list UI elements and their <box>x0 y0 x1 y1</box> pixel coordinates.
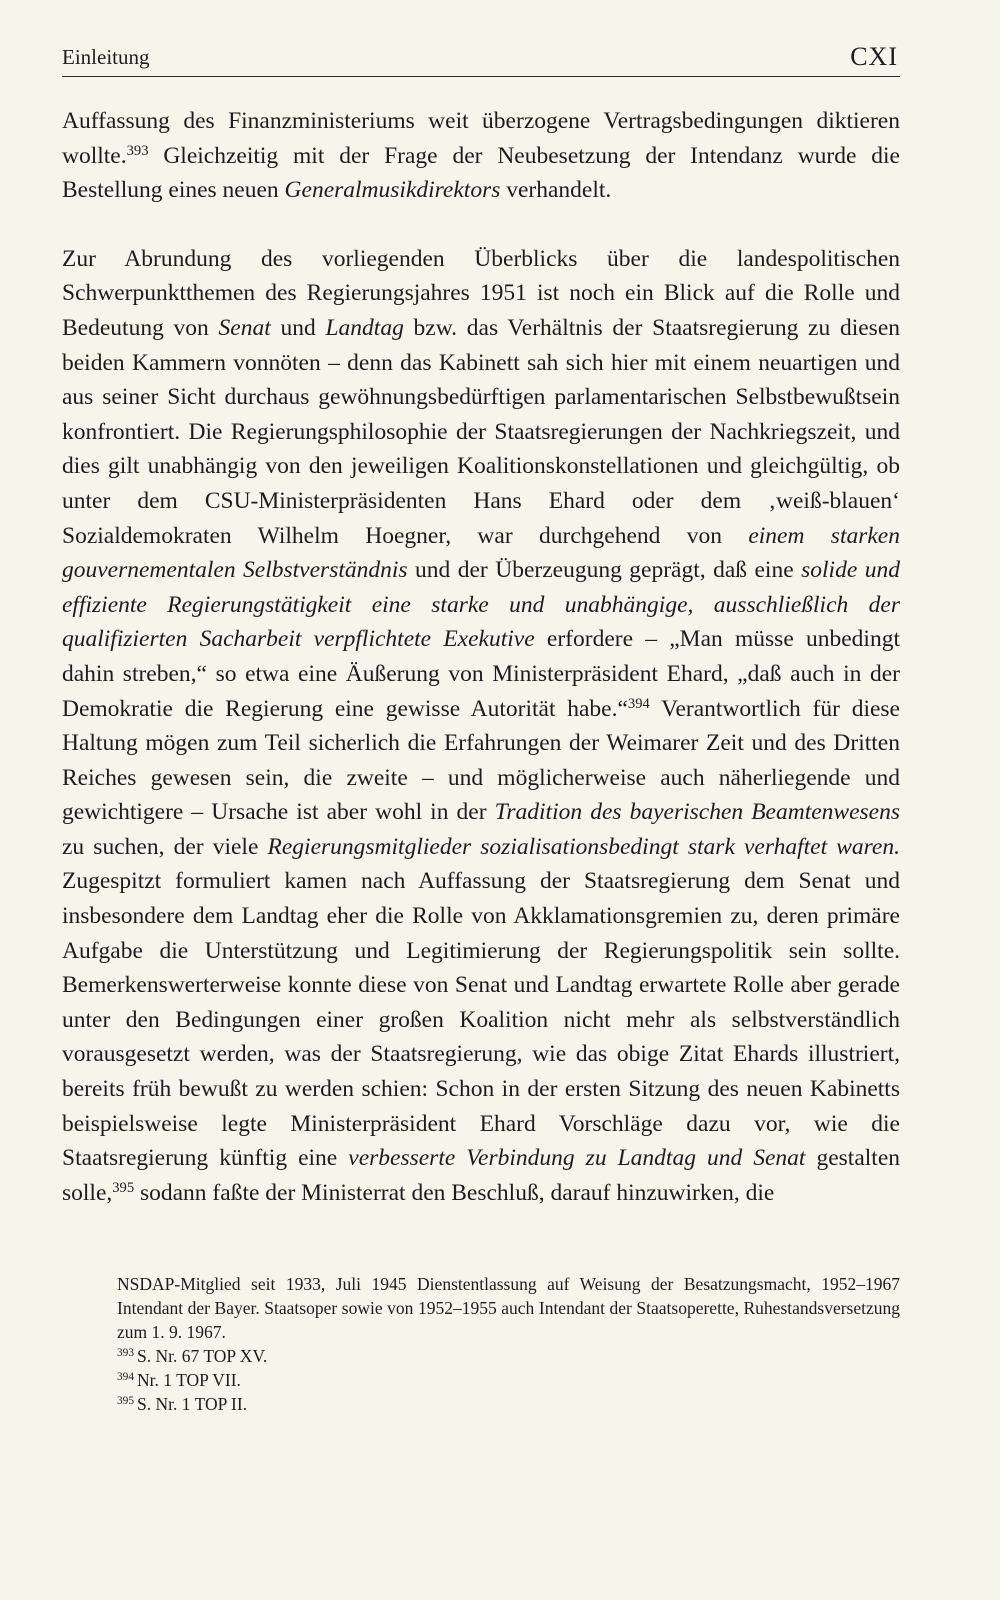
text-run: und der Überzeugung geprägt, daß eine <box>407 557 802 584</box>
emphasized-text: solide und effiziente Regierungstätigkeit eine starke und unabhängige, ausschließlich der qualifizierten Sacharbeit verpflichtete Exekutive <box>62 557 900 653</box>
text-run: sodann faßte der Ministerrat den Beschluß, darauf hinzuwirken, die <box>134 1179 775 1206</box>
text-run: Gleichzeitig mit der Frage der Neubesetzung der Intendanz wurde die Bestellung eines neuen <box>62 142 900 204</box>
text-run: bzw. das Verhältnis der Staatsregierung zu diesen beiden Kammern vonnöten – denn das Kabinett sah sich hier mit einem neuartigen und aus seiner Sicht durchaus gewöhnungsbedürftigen parlamentarischen Selbstbewußtsein konfrontiert. Die Regierungsphilosophie der Staatsregierungen der Nachkriegszeit, und dies gilt unabhängig von den jeweiligen Koalitionskonstellationen und gleichgültig, ob unter dem CSU-Ministerpräsidenten Hans Ehard oder dem ‚weiß-blauen‘ Sozialdemokraten Wilhelm Hoegner, war durchgehend von <box>62 314 901 549</box>
section-title: Einleitung <box>62 45 150 69</box>
emphasized-text: einem starken gouvernementalen Selbstverständnis <box>62 522 900 584</box>
page-number: CXI <box>850 42 898 71</box>
text-run: erfordere – „Man müsse unbedingt dahin streben,“ so etwa eine Äußerung von Ministerpräsident Ehard, „daß auch in der Demokratie die Regierung eine gewisse Autorität habe.“ <box>62 626 900 722</box>
footnote <box>117 1392 900 1416</box>
footnote-text: Nr. 1 TOP VII. <box>137 1370 241 1390</box>
emphasized-text: Senat <box>218 314 271 341</box>
footnote <box>117 1368 900 1392</box>
footnote-reference: 394 <box>627 695 650 712</box>
text-run: und <box>270 314 326 341</box>
text-run: zu suchen, der viele <box>62 833 268 860</box>
emphasized-text: Landtag <box>325 314 404 341</box>
footnote-continuation: NSDAP-Mitglied seit 1933, Juli 1945 Dienstentlassung auf Weisung der Besatzungsmacht, 1952–1967 Intendant der Bayer. Staatsoper sowie von 1952–1955 auch Intendant der Staatsoperette, Ruhestandsversetzung zum 1. 9. 1967. <box>117 1274 900 1342</box>
emphasized-text: verbesserte Verbindung zu Landtag und Senat <box>348 1145 806 1172</box>
footnote-text: S. Nr. 1 TOP II. <box>137 1394 248 1414</box>
body-text <box>62 104 900 1210</box>
text-run: Auffassung des Finanzministeriums weit überzogene Vertragsbedingungen diktieren wollte. <box>62 108 900 169</box>
footnote-text: S. Nr. 67 TOP XV. <box>137 1346 268 1366</box>
footnote <box>117 1344 900 1368</box>
text-run: verhandelt. <box>500 177 612 204</box>
footnote-number: 393 <box>117 1347 135 1360</box>
text-run: gestalten solle, <box>62 1145 900 1206</box>
footnote-number: 394 <box>117 1371 135 1384</box>
emphasized-text: Generalmusikdirektors <box>284 177 501 204</box>
footnotes <box>117 1272 900 1416</box>
text-run: Verantwortlich für diese Haltung mögen zum Teil sicherlich die Erfahrungen der Weimarer Zeit und des Dritten Reiches gewesen sein, die zweite – und möglicherweise auch näherliegende und gewichtigere – Ursache ist aber wohl in der <box>62 695 900 826</box>
footnote-reference: 395 <box>112 1179 135 1196</box>
text-run: Zugespitzt formuliert kamen nach Auffassung der Staatsregierung dem Senat und insbesondere dem Landtag eher die Rolle von Akklamationsgremien zu, deren primäre Aufgabe die Unterstützung und Legitimierung der Regierungspolitik sein sollte. Bemerkenswerterweise konnte diese von Senat und Landtag erwartete Rolle aber gerade unter den Bedingungen einer großen Koalition nicht mehr als selbstverständlich vorausgesetzt werden, was der Staatsregierung, wie das obige Zitat Ehards illustriert, bereits früh bewußt zu werden schien: Schon in der ersten Sitzung des neuen Kabinetts beispielsweise legte Ministerpräsident Ehard Vorschläge dazu vor, wie die Staatsregierung künftig eine <box>62 868 900 1172</box>
text-run: Zur Abrundung des vorliegenden Überblicks über die landespolitischen Schwerpunktthemen des Regierungsjahres 1951 ist noch ein Blick auf die Rolle und Bedeutung von <box>62 245 900 341</box>
paragraph <box>62 242 900 1211</box>
paragraph <box>62 104 900 208</box>
footnote-reference: 393 <box>126 142 149 159</box>
footnote-number: 395 <box>117 1395 135 1408</box>
emphasized-text: Tradition des bayerischen Beamtenwesens <box>494 799 900 826</box>
running-header <box>62 42 900 77</box>
emphasized-text: Regierungsmitglieder sozialisationsbedingt stark verhaftet waren. <box>267 833 900 860</box>
